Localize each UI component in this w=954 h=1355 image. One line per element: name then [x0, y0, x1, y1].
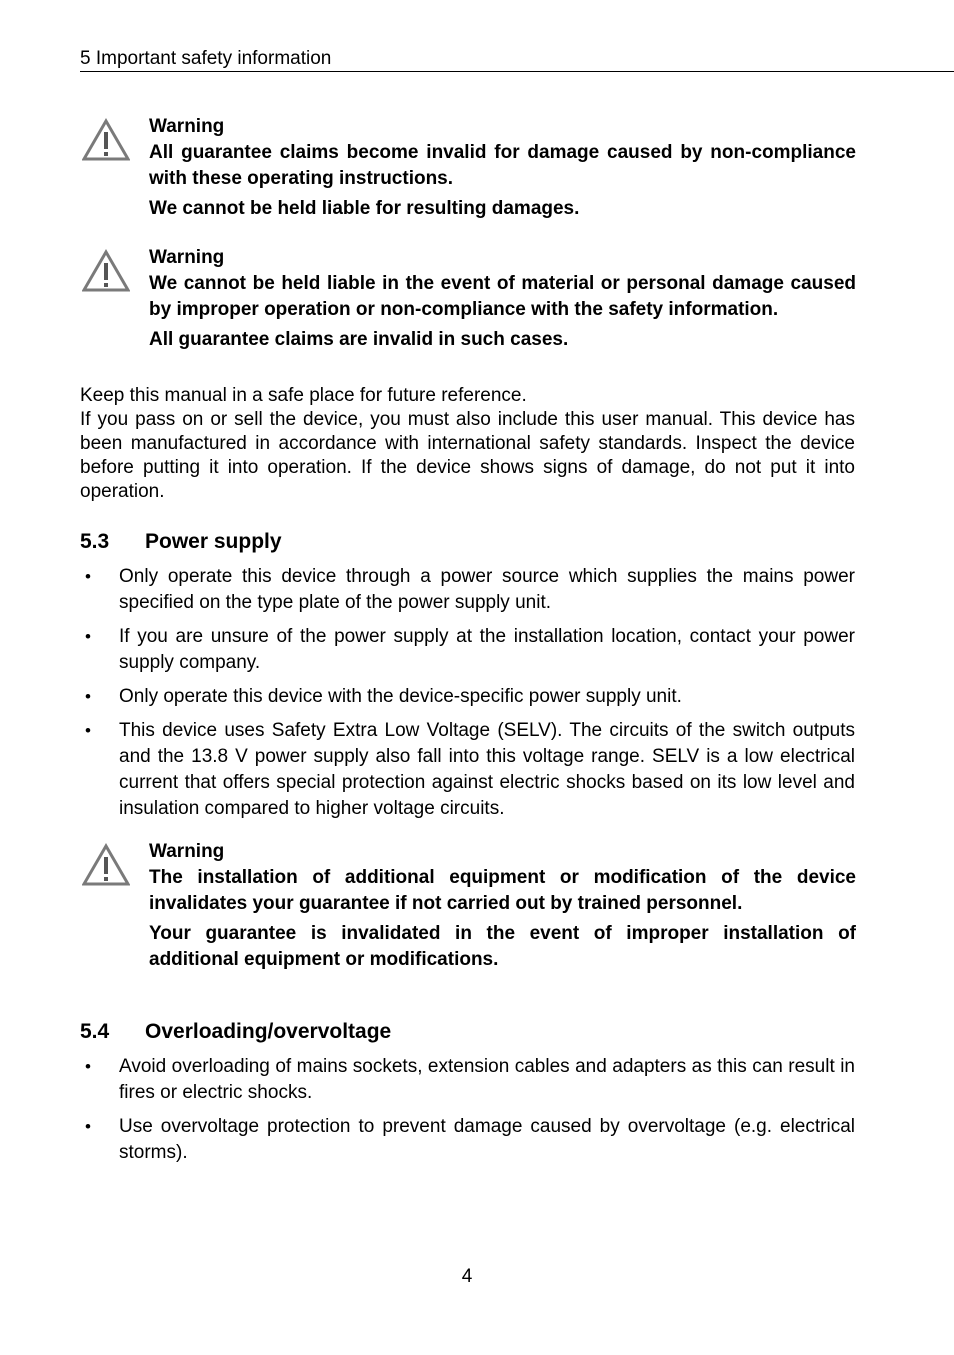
intro-line: Keep this manual in a safe place for future reference.: [80, 385, 527, 406]
warning-text: Your guarantee is invalidated in the event of improper installation of additional equipment or modifications.: [149, 923, 856, 970]
warning-title: Warning: [149, 247, 225, 268]
intro-text: [80, 384, 855, 504]
page-number: 4: [461, 1266, 473, 1287]
list-item: [80, 1054, 855, 1106]
bullet-icon: •: [85, 567, 91, 586]
section-title: Power supply: [145, 530, 282, 553]
warning-text: All guarantee claims become invalid for damage caused by non-compliance with these operating instructions.: [149, 142, 856, 189]
list-item: [80, 718, 855, 822]
intro-paragraph: If you pass on or sell the device, you must also include this user manual. This device has been manufactured in accordance with international safety standards. Inspect the device before putting it into operation. If the device shows signs of damage, do not put it into operation.: [80, 409, 855, 502]
warning-box: [80, 839, 856, 973]
section-number: 5.3: [80, 530, 110, 553]
list-item: [80, 564, 855, 616]
warning-text: All guarantee claims are invalid in such cases.: [149, 329, 569, 350]
warning-triangle-icon: [82, 249, 130, 293]
section-heading: [80, 530, 282, 554]
warning-text: We cannot be held liable for resulting damages.: [149, 198, 580, 219]
page-header: 5 Important safety information: [80, 48, 954, 72]
bullet-list: [80, 564, 855, 830]
section-number: 5.4: [80, 1020, 110, 1043]
bullet-icon: •: [85, 627, 91, 646]
list-item-text: Only operate this device through a power source which supplies the mains power specified on the type plate of the power supply unit.: [119, 566, 855, 613]
warning-title: Warning: [149, 841, 225, 862]
section-heading: [80, 1020, 391, 1044]
bullet-icon: •: [85, 1117, 91, 1136]
warning-triangle-icon: [82, 118, 130, 162]
list-item-text: Use overvoltage protection to prevent damage caused by overvoltage (e.g. electrical storms).: [119, 1116, 855, 1163]
list-item-text: Avoid overloading of mains sockets, extension cables and adapters as this can result in fires or electric shocks.: [119, 1056, 855, 1103]
list-item: [80, 1114, 855, 1166]
list-item: [80, 684, 855, 710]
list-item-text: Only operate this device with the device-specific power supply unit.: [119, 686, 682, 707]
bullet-icon: •: [85, 721, 91, 740]
warning-text: The installation of additional equipment or modification of the device invalidates your guarantee if not carried out by trained personnel.: [149, 867, 856, 914]
warning-title: Warning: [149, 116, 225, 137]
warning-triangle-icon: [82, 843, 130, 887]
bullet-icon: •: [85, 687, 91, 706]
section-title: Overloading/overvoltage: [145, 1020, 392, 1043]
warning-text: We cannot be held liable in the event of material or personal damage caused by improper operation or non-compliance with the safety information.: [149, 273, 856, 320]
list-item: [80, 624, 855, 676]
bullet-icon: •: [85, 1057, 91, 1076]
warning-box: [80, 245, 856, 353]
list-item-text: If you are unsure of the power supply at the installation location, contact your power supply company.: [119, 626, 855, 673]
warning-box: [80, 114, 856, 222]
bullet-list: [80, 1054, 855, 1174]
list-item-text: This device uses Safety Extra Low Voltage (SELV). The circuits of the switch outputs and the 13.8 V power supply also fall into this voltage range. SELV is a low electrical current that offers special protection against electric shocks based on its low level and insulation compared to higher voltage circuits.: [119, 720, 855, 819]
